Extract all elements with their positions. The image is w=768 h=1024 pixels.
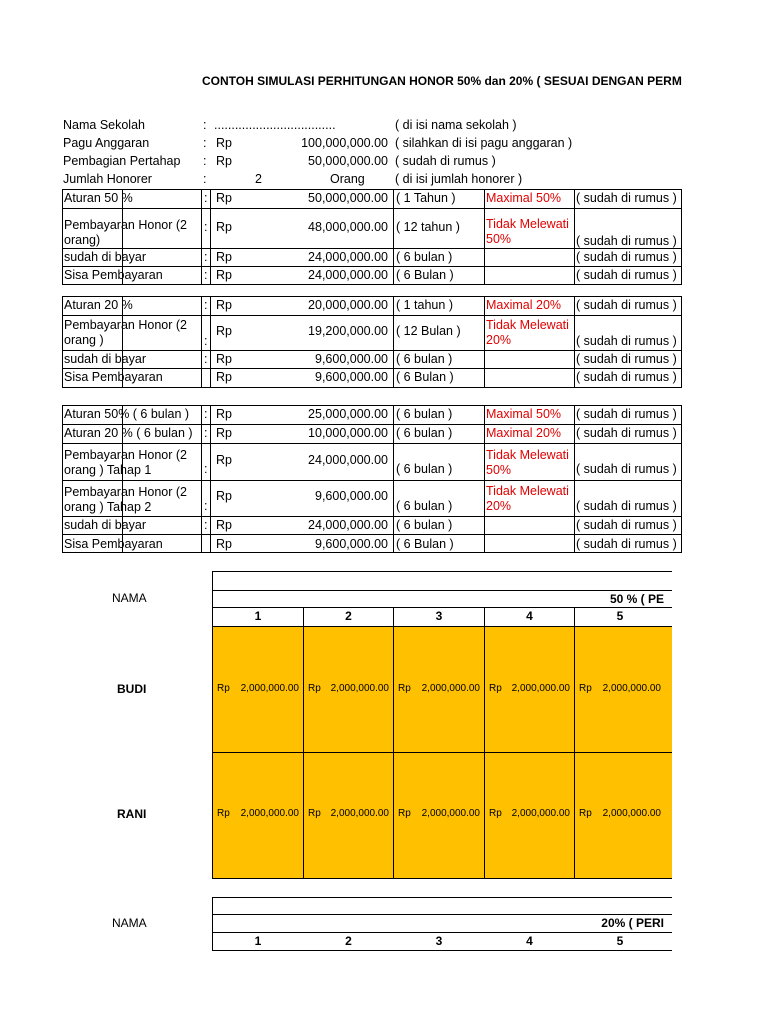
grid-line bbox=[212, 571, 672, 572]
currency-label: Rp bbox=[216, 136, 232, 150]
row-label: Sisa Pembayaran bbox=[64, 370, 163, 384]
currency-label: Rp bbox=[216, 191, 232, 205]
payment-amount: 2,000,000.00 bbox=[602, 808, 661, 819]
payment-amount: 2,000,000.00 bbox=[602, 683, 661, 694]
info-label: Jumlah Honorer bbox=[63, 172, 152, 186]
name-column-header: NAMA bbox=[112, 591, 147, 605]
row-sep: : bbox=[204, 462, 208, 476]
row-note: ( sudah di rumus ) bbox=[576, 268, 677, 282]
row-value: 50,000,000.00 bbox=[308, 191, 388, 205]
row-value: 9,600,000.00 bbox=[315, 537, 388, 551]
currency-label: Rp bbox=[216, 537, 232, 551]
row-duration: ( 1 tahun ) bbox=[396, 298, 453, 312]
row-label: sudah di bayar bbox=[64, 250, 147, 264]
row-label: Pembayaran Honor (2 orang) bbox=[64, 218, 187, 247]
row-label: Pembayaran Honor (2 orang ) bbox=[64, 318, 187, 347]
currency-label: Rp bbox=[216, 426, 232, 440]
currency-label: Rp bbox=[216, 407, 232, 421]
payment-amount: 2,000,000.00 bbox=[421, 808, 480, 819]
grid-line bbox=[62, 534, 682, 535]
row-value: 48,000,000.00 bbox=[308, 220, 388, 234]
group-header: 50 % ( PE bbox=[609, 592, 664, 606]
name-column-header: NAMA bbox=[112, 916, 147, 930]
currency-label: Rp bbox=[216, 154, 232, 168]
info-note: ( silahkan di isi pagu anggaran ) bbox=[395, 136, 573, 150]
stage-split-value: 50,000,000.00 bbox=[308, 154, 388, 168]
grid-line bbox=[393, 405, 394, 553]
row-sep: : bbox=[204, 499, 208, 513]
row-value: 20,000,000.00 bbox=[308, 298, 388, 312]
row-sep: : bbox=[204, 268, 208, 282]
month-header: 5 bbox=[616, 934, 624, 948]
info-note: ( di isi nama sekolah ) bbox=[395, 118, 517, 132]
grid-line bbox=[62, 480, 682, 481]
unit-label: Orang bbox=[330, 172, 365, 186]
grid-line bbox=[393, 607, 394, 879]
row-label: sudah di bayar bbox=[64, 352, 147, 366]
grid-line bbox=[574, 405, 575, 553]
row-status: Maximal 50% bbox=[486, 191, 562, 205]
row-sep: : bbox=[204, 352, 208, 366]
row-duration: ( 1 Tahun ) bbox=[396, 191, 456, 205]
grid-line bbox=[484, 189, 485, 285]
grid-line bbox=[212, 626, 672, 627]
row-duration: ( 6 bulan ) bbox=[396, 426, 453, 440]
grid-line bbox=[62, 443, 682, 444]
grid-line bbox=[62, 368, 682, 369]
grid-line bbox=[62, 516, 682, 517]
grid-line bbox=[212, 878, 672, 879]
month-header: 5 bbox=[616, 609, 624, 623]
grid-line bbox=[574, 189, 575, 285]
payment-amount: 2,000,000.00 bbox=[421, 683, 480, 694]
month-header: 4 bbox=[526, 934, 533, 948]
honorer-count-value[interactable]: 2 bbox=[255, 172, 262, 186]
row-duration: ( 6 Bulan ) bbox=[396, 268, 454, 282]
row-label: Aturan 20 % bbox=[64, 298, 133, 312]
row-duration: ( 12 Bulan ) bbox=[396, 324, 461, 338]
row-label: Pembayaran Honor (2 orang ) Tahap 2 bbox=[64, 485, 187, 514]
info-label: Pembagian Pertahap bbox=[63, 154, 181, 168]
row-duration: ( 6 bulan ) bbox=[396, 407, 453, 421]
row-note: ( sudah di rumus ) bbox=[576, 234, 677, 248]
info-sep: : bbox=[203, 172, 207, 186]
row-note: ( sudah di rumus ) bbox=[576, 407, 677, 421]
row-sep: : bbox=[204, 518, 208, 532]
row-note: ( sudah di rumus ) bbox=[576, 334, 677, 348]
row-status: Tidak Melewati 50% bbox=[486, 217, 569, 246]
row-note: ( sudah di rumus ) bbox=[576, 250, 677, 264]
grid-line bbox=[212, 914, 672, 915]
employee-name: RANI bbox=[117, 807, 147, 821]
row-status: Tidak Melewati 20% bbox=[486, 484, 569, 513]
month-header: 3 bbox=[435, 934, 443, 948]
row-value: 9,600,000.00 bbox=[315, 370, 388, 384]
info-sep: : bbox=[203, 154, 207, 168]
currency-label: Rp bbox=[398, 808, 411, 819]
row-label: Sisa Pembayaran bbox=[64, 268, 163, 282]
currency-label: Rp bbox=[216, 220, 232, 234]
row-note: ( sudah di rumus ) bbox=[576, 191, 677, 205]
row-sep: : bbox=[204, 191, 208, 205]
row-duration: ( 6 Bulan ) bbox=[396, 370, 454, 384]
info-note: ( sudah di rumus ) bbox=[395, 154, 496, 168]
row-sep: : bbox=[204, 250, 208, 264]
school-name-value[interactable]: ................................... bbox=[214, 118, 336, 132]
row-sep: : bbox=[204, 426, 208, 440]
grid-line bbox=[201, 189, 202, 285]
row-duration: ( 6 bulan ) bbox=[396, 250, 453, 264]
grid-line bbox=[212, 950, 672, 951]
currency-label: Rp bbox=[489, 808, 502, 819]
row-value: 10,000,000.00 bbox=[308, 426, 388, 440]
currency-label: Rp bbox=[216, 324, 232, 338]
grid-line bbox=[212, 932, 672, 933]
currency-label: Rp bbox=[579, 808, 592, 819]
row-status: Tidak Melewati 50% bbox=[486, 448, 569, 477]
row-value: 24,000,000.00 bbox=[308, 268, 388, 282]
grid-line bbox=[303, 607, 304, 879]
currency-label: Rp bbox=[216, 518, 232, 532]
row-status: Maximal 20% bbox=[486, 298, 562, 312]
row-note: ( sudah di rumus ) bbox=[576, 499, 677, 513]
payment-amount: 2,000,000.00 bbox=[511, 808, 570, 819]
row-duration: ( 12 tahun ) bbox=[396, 220, 460, 234]
row-label: sudah di bayar bbox=[64, 518, 147, 532]
budget-value[interactable]: 100,000,000.00 bbox=[301, 136, 388, 150]
grid-line bbox=[62, 208, 682, 209]
currency-label: Rp bbox=[216, 370, 232, 384]
grid-line bbox=[201, 296, 202, 388]
info-label: Nama Sekolah bbox=[63, 118, 145, 132]
currency-label: Rp bbox=[398, 683, 411, 694]
grid-line bbox=[212, 590, 672, 591]
row-note: ( sudah di rumus ) bbox=[576, 426, 677, 440]
row-value: 19,200,000.00 bbox=[308, 324, 388, 338]
grid-line bbox=[574, 296, 575, 388]
row-duration: ( 6 bulan ) bbox=[396, 352, 453, 366]
row-value: 24,000,000.00 bbox=[308, 518, 388, 532]
row-status: Maximal 50% bbox=[486, 407, 562, 421]
row-note: ( sudah di rumus ) bbox=[576, 370, 677, 384]
row-sep: : bbox=[204, 220, 208, 234]
row-value: 24,000,000.00 bbox=[308, 453, 388, 467]
info-note: ( di isi jumlah honorer ) bbox=[395, 172, 523, 186]
grid-line bbox=[62, 350, 682, 351]
row-note: ( sudah di rumus ) bbox=[576, 298, 677, 312]
grid-line bbox=[62, 266, 682, 267]
row-sep: : bbox=[204, 334, 208, 348]
currency-label: Rp bbox=[217, 683, 230, 694]
currency-label: Rp bbox=[579, 683, 592, 694]
currency-label: Rp bbox=[216, 268, 232, 282]
grid-line bbox=[62, 424, 682, 425]
group-header: 20% ( PERI bbox=[601, 916, 664, 930]
row-value: 9,600,000.00 bbox=[315, 489, 388, 503]
row-duration: ( 6 bulan ) bbox=[396, 518, 453, 532]
info-sep: : bbox=[203, 118, 207, 132]
currency-label: Rp bbox=[489, 683, 502, 694]
info-label: Pagu Anggaran bbox=[63, 136, 150, 150]
month-header: 4 bbox=[526, 609, 533, 623]
grid-line bbox=[574, 607, 575, 879]
row-note: ( sudah di rumus ) bbox=[576, 462, 677, 476]
grid-line bbox=[210, 296, 211, 388]
currency-label: Rp bbox=[216, 250, 232, 264]
row-sep: : bbox=[204, 407, 208, 421]
currency-label: Rp bbox=[217, 808, 230, 819]
row-sep: : bbox=[204, 298, 208, 312]
grid-line bbox=[201, 405, 202, 553]
currency-label: Rp bbox=[216, 489, 232, 503]
row-note: ( sudah di rumus ) bbox=[576, 352, 677, 366]
row-label: Aturan 50% ( 6 bulan ) bbox=[64, 407, 190, 421]
grid-line bbox=[484, 296, 485, 388]
payment-amount: 2,000,000.00 bbox=[240, 683, 299, 694]
grid-line bbox=[210, 405, 211, 553]
month-header: 2 bbox=[345, 609, 352, 623]
row-status: Maximal 20% bbox=[486, 426, 562, 440]
grid-line bbox=[212, 897, 672, 898]
row-label: Aturan 20 % ( 6 bulan ) bbox=[64, 426, 193, 440]
info-sep: : bbox=[203, 136, 207, 150]
row-label: Sisa Pembayaran bbox=[64, 537, 163, 551]
grid-line bbox=[393, 189, 394, 285]
grid-line bbox=[62, 315, 682, 316]
currency-label: Rp bbox=[216, 352, 232, 366]
row-value: 9,600,000.00 bbox=[315, 352, 388, 366]
month-header: 1 bbox=[254, 934, 262, 948]
row-value: 24,000,000.00 bbox=[308, 250, 388, 264]
row-label: Aturan 50 % bbox=[64, 191, 133, 205]
grid-line bbox=[212, 607, 672, 608]
payment-amount: 2,000,000.00 bbox=[240, 808, 299, 819]
row-value: 25,000,000.00 bbox=[308, 407, 388, 421]
row-label: Pembayaran Honor (2 orang ) Tahap 1 bbox=[64, 448, 187, 477]
row-duration: ( 6 Bulan ) bbox=[396, 537, 454, 551]
row-note: ( sudah di rumus ) bbox=[576, 518, 677, 532]
grid-line bbox=[484, 607, 485, 879]
month-header: 2 bbox=[345, 934, 352, 948]
row-duration: ( 6 bulan ) bbox=[396, 499, 453, 513]
grid-line bbox=[393, 296, 394, 388]
grid-line bbox=[212, 752, 672, 753]
currency-label: Rp bbox=[308, 683, 321, 694]
employee-name: BUDI bbox=[117, 682, 147, 696]
month-header: 1 bbox=[254, 609, 262, 623]
currency-label: Rp bbox=[216, 453, 232, 467]
payment-amount: 2,000,000.00 bbox=[330, 808, 389, 819]
row-status: Tidak Melewati 20% bbox=[486, 318, 569, 347]
grid-line bbox=[484, 405, 485, 553]
payment-amount: 2,000,000.00 bbox=[330, 683, 389, 694]
currency-label: Rp bbox=[216, 298, 232, 312]
row-note: ( sudah di rumus ) bbox=[576, 537, 677, 551]
month-header: 3 bbox=[435, 609, 443, 623]
currency-label: Rp bbox=[308, 808, 321, 819]
payment-amount: 2,000,000.00 bbox=[511, 683, 570, 694]
page-title: CONTOH SIMULASI PERHITUNGAN HONOR 50% dan 20% ( SESUAI DENGAN PERM bbox=[202, 74, 682, 88]
row-duration: ( 6 bulan ) bbox=[396, 462, 453, 476]
grid-line bbox=[210, 189, 211, 285]
